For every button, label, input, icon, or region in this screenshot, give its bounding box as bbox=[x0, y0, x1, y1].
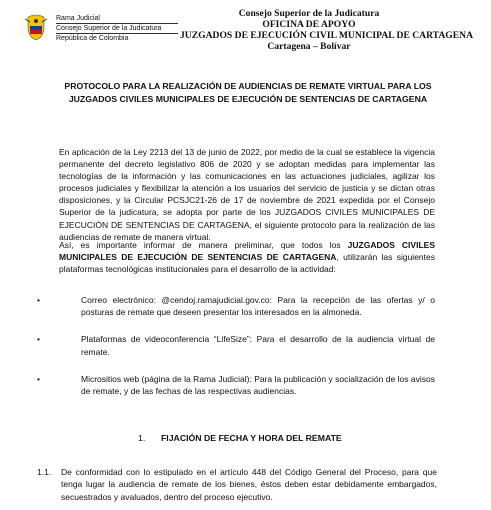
bullet-icon: • bbox=[37, 295, 40, 305]
item-text: De conformidad con lo estipulado en el artículo 448 del Código General del Proceso, para que tenga lugar la audiencia de remate de los bienes, éstos deben estar debidamente embargados, secuestrados y avaluados, dentro del proceso ejecutivo. bbox=[61, 467, 437, 502]
list-item bbox=[37, 373, 435, 397]
list-item bbox=[37, 333, 435, 357]
institution-block bbox=[56, 14, 178, 43]
bullet-icon: • bbox=[37, 373, 40, 384]
paragraph-bold-text: JUZGADOS CIVILES MUNICIPALES DE EJECUCIÓN DE SENTENCIAS DE CARTAGENA bbox=[59, 240, 435, 263]
colombia-coat-of-arms-icon bbox=[24, 13, 48, 41]
paragraph-text: , utilizarán las siguientes plataformas tecnológicas institucionales para el desarrollo de la actividad: bbox=[59, 252, 435, 275]
office-line-4: Cartagena – Bolívar bbox=[267, 41, 351, 52]
list-item-text: Plataformas de videoconferencia “LifeSize”: Para el desarrollo de la audiencia virtual de remate. bbox=[81, 334, 435, 357]
office-line-3: JUZGADOS DE EJECUCIÓN CIVIL MUNICIPAL DE CARTAGENA bbox=[180, 30, 474, 41]
list-item-text: Correo electrónico: @cendoj.ramajudicial.gov.co: Para la recepción de las ofertas y/ o posturas de remate que deseen presentar los interesados en la almoneda. bbox=[81, 295, 435, 318]
institution-line-3: República de Colombia bbox=[56, 35, 129, 42]
section-heading bbox=[138, 432, 342, 444]
document-title bbox=[52, 80, 444, 106]
section-title: FIJACIÓN DE FECHA Y HORA DEL REMATE bbox=[161, 433, 342, 443]
list-item-text: Micrositios web (página de la Rama Judicial): Para la publicación y socialización de los avisos de remate, y de las fechas de las respectivas audiencias. bbox=[81, 373, 435, 397]
institution-line-1: Rama Judicial bbox=[56, 15, 100, 22]
paragraph-text: Así, es importante informar de manera preliminar, que todos los bbox=[59, 240, 348, 250]
bullet-icon: • bbox=[37, 334, 40, 345]
list-item bbox=[37, 294, 435, 318]
office-header bbox=[180, 8, 474, 52]
office-line-1: Consejo Superior de la Judicatura bbox=[238, 8, 380, 19]
office-line-2: OFICINA DE APOYO bbox=[262, 19, 356, 30]
institution-line-2: Consejo Superior de la Judicatura bbox=[56, 25, 162, 32]
title-line-1: PROTOCOLO PARA LA REALIZACIÓN DE AUDIENCIAS DE REMATE VIRTUAL PARA LOS bbox=[64, 81, 432, 91]
platform-list bbox=[37, 294, 435, 397]
paragraph-platforms bbox=[59, 239, 435, 275]
section-number: 1. bbox=[138, 433, 146, 443]
paragraph-intro: En aplicación de la Ley 2213 del 13 de junio de 2022, por medio de la cual se establece la vigencia permanente del decreto legislativo 806 de 2020 y se adoptan medidas para implementar las tecnologías de la información y las comunicaciones en las actuaciones judiciales, agilizar los procesos judiciales y flexibilizar la atención a los usuarios del servicio de justicia y se dictan otras disposiciones, y la Circular PCSJC21-26 de 17 de noviembre de 2021 expedida por el Consejo Superior de la judicatura, se adopta por parte de los JUZGADOS CIVILES MUNICIPALES DE EJECUCIÓN DE SENTENCIAS DE CARTAGENA, el siguiente protocolo para la realización de las audiencias de remate de manera virtual. bbox=[59, 147, 435, 242]
title-line-2: JUZGADOS CIVILES MUNICIPALES DE EJECUCIÓN DE SENTENCIAS DE CARTAGENA bbox=[68, 94, 428, 104]
item-number: 1.1. bbox=[37, 467, 52, 477]
